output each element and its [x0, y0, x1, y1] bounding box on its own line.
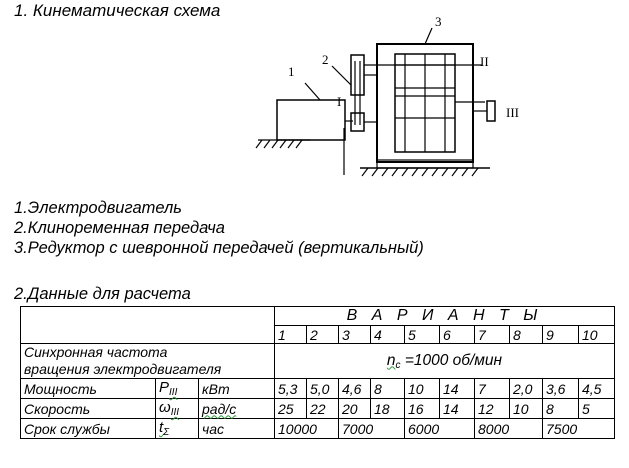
- label-motor: 1: [288, 64, 295, 79]
- life-value: 7500: [543, 419, 615, 439]
- power-value: 4,6: [339, 379, 371, 399]
- life-value: 8000: [475, 419, 543, 439]
- table-row: [21, 399, 615, 419]
- label-shaft-ii: II: [480, 54, 489, 69]
- speed-value: 20: [339, 399, 371, 419]
- reducer-leader-line: [425, 28, 432, 44]
- life-symbol: $t_\Sigma$: [156, 419, 199, 439]
- variants-table: [20, 306, 615, 439]
- variant-number: 5: [405, 326, 440, 344]
- speed-value: 10: [510, 399, 543, 419]
- speed-value: 16: [405, 399, 440, 419]
- kinematic-diagram: [250, 10, 540, 190]
- power-unit: кВт: [199, 379, 275, 399]
- driving-pulley: [351, 113, 364, 131]
- power-value: 4,5: [579, 379, 615, 399]
- speed-label: Скорость: [21, 399, 156, 419]
- variant-number: 7: [475, 326, 510, 344]
- heading-kinematic-scheme: 1. Кинематическая схема: [14, 1, 221, 20]
- variant-number: 1: [275, 326, 307, 344]
- speed-value: 25: [275, 399, 307, 419]
- speed-value: 22: [307, 399, 339, 419]
- speed-value: 12: [475, 399, 510, 419]
- power-value: 8: [371, 379, 405, 399]
- power-value: 14: [440, 379, 475, 399]
- frequency-symbol: $n_c$: [386, 351, 401, 371]
- label-shaft-i: I: [337, 94, 342, 109]
- heading-input-data: 2.Данные для расчета: [14, 285, 191, 303]
- speed-value: 5: [579, 399, 615, 419]
- life-label: Срок службы: [21, 419, 156, 439]
- variant-number: 6: [440, 326, 475, 344]
- label-reducer: 3: [435, 14, 442, 29]
- variant-number: 4: [371, 326, 405, 344]
- table-row: [21, 344, 615, 379]
- power-label: Мощность: [21, 379, 156, 399]
- life-value: 7000: [339, 419, 405, 439]
- frequency-label-line: вращения электродвигателя: [24, 361, 222, 377]
- label-shaft-iii: III: [506, 105, 519, 120]
- variant-number: 8: [510, 326, 543, 344]
- variants-header: В А Р И А Н Т Ы: [275, 307, 615, 326]
- life-value: 6000: [405, 419, 475, 439]
- frequency-text: =1000 об/мин: [400, 351, 503, 369]
- speed-value: 18: [371, 399, 405, 419]
- motor-leader-line: [305, 83, 320, 100]
- label-belt-drive: 2: [322, 52, 329, 67]
- speed-symbol: $\omega_{III}$: [156, 399, 199, 419]
- belt-leader-line: [332, 66, 351, 85]
- component-list: [14, 198, 424, 258]
- electric-motor: [277, 100, 345, 140]
- variant-number: 9: [543, 326, 579, 344]
- variant-number: 2: [307, 326, 339, 344]
- life-unit: час: [199, 419, 275, 439]
- component-item: 3.Редуктор с шевронной передачей (вертикальный): [14, 239, 424, 257]
- speed-value: 14: [440, 399, 475, 419]
- power-symbol: $P_{III}$: [156, 379, 199, 399]
- output-shaft-coupling: [487, 101, 495, 121]
- table-corner-cell: [21, 307, 275, 344]
- speed-value: 8: [543, 399, 579, 419]
- power-value: 3,6: [543, 379, 579, 399]
- power-value: 5,0: [307, 379, 339, 399]
- life-value: 10000: [275, 419, 339, 439]
- variant-number: 10: [579, 326, 615, 344]
- speed-unit: рад/с: [199, 399, 275, 419]
- driven-pulley: [351, 55, 364, 95]
- table-row: [21, 379, 615, 399]
- table-row: [21, 307, 615, 326]
- frequency-label: [21, 344, 275, 379]
- power-value: 10: [405, 379, 440, 399]
- component-item: 2.Клиноременная передача: [14, 219, 225, 237]
- table-row: [21, 419, 615, 439]
- power-value: 2,0: [510, 379, 543, 399]
- frequency-value: [275, 344, 615, 379]
- component-item: 1.Электродвигатель: [14, 199, 182, 217]
- power-value: 7: [475, 379, 510, 399]
- variant-number: 3: [339, 326, 371, 344]
- frequency-label-line: Синхронная частота: [24, 344, 168, 360]
- power-value: 5,3: [275, 379, 307, 399]
